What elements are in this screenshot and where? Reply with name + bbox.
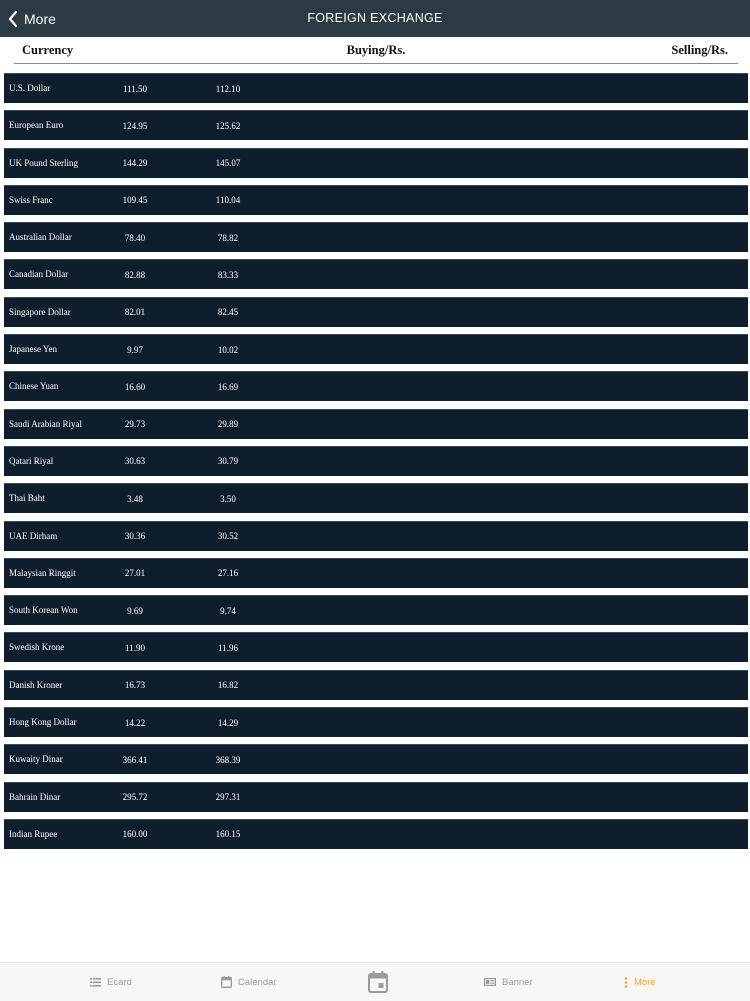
selling-rate: 82.45 bbox=[217, 307, 239, 318]
selling-rate: 16.69 bbox=[217, 381, 239, 392]
selling-rate: 110.04 bbox=[215, 195, 241, 206]
buying-rate: 14.22 bbox=[124, 717, 146, 728]
table-row[interactable] bbox=[4, 259, 748, 289]
table-row[interactable] bbox=[4, 148, 748, 178]
buying-rate: 111.50 bbox=[122, 83, 148, 94]
currency-name: Hong Kong Dollar bbox=[9, 717, 77, 728]
buying-rate: 160.00 bbox=[122, 829, 148, 840]
navigation-bar bbox=[0, 0, 750, 37]
table-row[interactable] bbox=[4, 483, 748, 513]
currency-name: Danish Kroner bbox=[9, 679, 63, 690]
selling-rate: 297.31 bbox=[215, 792, 241, 803]
banner-icon bbox=[484, 978, 496, 986]
table-row[interactable] bbox=[4, 185, 748, 215]
selling-rate: 9.74 bbox=[220, 605, 236, 616]
table-row[interactable] bbox=[4, 670, 748, 700]
selling-rate: 160.15 bbox=[215, 829, 241, 840]
table-row[interactable] bbox=[4, 409, 748, 439]
buying-rate: 78.40 bbox=[124, 232, 146, 243]
currency-name: Indian Rupee bbox=[9, 828, 58, 839]
buying-rate: 9.69 bbox=[127, 605, 143, 616]
header-buying: Buying/Rs. bbox=[346, 43, 406, 57]
buying-rate: 16.60 bbox=[124, 381, 146, 392]
table-header bbox=[14, 37, 738, 64]
table-row[interactable] bbox=[4, 110, 748, 140]
buying-rate: 124.95 bbox=[122, 120, 148, 131]
currency-name: Swiss Franc bbox=[9, 194, 53, 205]
currency-name: Kuwaity Dinar bbox=[9, 754, 63, 765]
table-row[interactable] bbox=[4, 73, 748, 103]
selling-rate: 16.82 bbox=[217, 680, 239, 691]
selling-rate: 14.29 bbox=[217, 717, 239, 728]
table-row[interactable] bbox=[4, 521, 748, 551]
selling-rate: 83.33 bbox=[217, 269, 239, 280]
buying-rate: 29.73 bbox=[124, 419, 146, 430]
tab-bar bbox=[0, 962, 750, 1001]
selling-rate: 27.16 bbox=[217, 568, 239, 579]
buying-rate: 30.63 bbox=[124, 456, 146, 467]
list-icon bbox=[90, 978, 101, 987]
tab-calendar[interactable] bbox=[221, 963, 277, 1001]
buying-rate: 295.72 bbox=[122, 792, 148, 803]
page-title: FOREIGN EXCHANGE bbox=[307, 11, 443, 25]
buying-rate: 3.48 bbox=[127, 493, 143, 504]
buying-rate: 82.88 bbox=[124, 269, 146, 280]
tab-label: More bbox=[634, 976, 656, 988]
currency-name: Australian Dollar bbox=[9, 232, 72, 243]
currency-name: Chinese Yuan bbox=[9, 381, 59, 392]
tab-label: Calendar bbox=[238, 976, 277, 988]
selling-rate: 112.10 bbox=[215, 83, 241, 94]
table-row[interactable] bbox=[4, 819, 748, 849]
currency-name: European Euro bbox=[9, 120, 64, 131]
selling-rate: 3.50 bbox=[220, 493, 236, 504]
table-row[interactable] bbox=[4, 222, 748, 252]
tab-ecard[interactable] bbox=[90, 963, 132, 1001]
selling-rate: 30.79 bbox=[217, 456, 239, 467]
header-currency: Currency bbox=[22, 43, 74, 57]
selling-rate: 11.96 bbox=[218, 642, 238, 653]
currency-name: Swedish Krone bbox=[9, 642, 65, 653]
currency-name: Bahrain Dinar bbox=[9, 791, 61, 802]
calendar-day-icon bbox=[368, 971, 388, 993]
selling-rate: 10.02 bbox=[217, 344, 239, 355]
buying-rate: 16.73 bbox=[124, 680, 146, 691]
currency-name: UK Pound Sterling bbox=[9, 157, 79, 168]
selling-rate: 29.89 bbox=[217, 419, 239, 430]
tab-calendar-day[interactable] bbox=[368, 963, 394, 1001]
currency-name: Singapore Dollar bbox=[9, 306, 71, 317]
buying-rate: 27.01 bbox=[124, 568, 146, 579]
currency-name: Saudi Arabian Riyal bbox=[9, 418, 82, 429]
more-vertical-icon bbox=[624, 977, 628, 988]
currency-name: South Korean Won bbox=[9, 605, 78, 616]
selling-rate: 145.07 bbox=[215, 158, 241, 169]
table-row[interactable] bbox=[4, 297, 748, 327]
tab-label: Banner bbox=[502, 976, 533, 988]
tab-more[interactable] bbox=[624, 963, 656, 1001]
table-row[interactable] bbox=[4, 595, 748, 625]
table-row[interactable] bbox=[4, 371, 748, 401]
table-row[interactable] bbox=[4, 632, 748, 662]
currency-name: Thai Baht bbox=[9, 493, 45, 504]
table-row[interactable] bbox=[4, 558, 748, 588]
tab-banner[interactable] bbox=[484, 963, 533, 1001]
buying-rate: 109.45 bbox=[122, 195, 148, 206]
back-label: More bbox=[24, 10, 56, 27]
selling-rate: 125.62 bbox=[215, 120, 241, 131]
currency-name: UAE Dirham bbox=[9, 530, 58, 541]
currency-name: Qatari Riyal bbox=[9, 455, 54, 466]
selling-rate: 78.82 bbox=[217, 232, 239, 243]
currency-name: U.S. Dollar bbox=[9, 83, 51, 93]
table-row[interactable] bbox=[4, 744, 748, 774]
tab-label: Ecard bbox=[107, 976, 132, 988]
selling-rate: 30.52 bbox=[217, 531, 239, 542]
currency-name: Malaysian Ringgit bbox=[9, 567, 76, 578]
buying-rate: 11.90 bbox=[125, 642, 145, 653]
table-row[interactable] bbox=[4, 334, 748, 364]
calendar-icon bbox=[221, 976, 232, 988]
buying-rate: 30.36 bbox=[124, 531, 146, 542]
buying-rate: 144.29 bbox=[122, 158, 148, 169]
currency-name: Japanese Yen bbox=[9, 344, 57, 355]
buying-rate: 366.41 bbox=[122, 754, 148, 765]
buying-rate: 9.97 bbox=[127, 344, 143, 355]
table-row[interactable] bbox=[4, 782, 748, 812]
header-selling: Selling/Rs. bbox=[671, 43, 728, 57]
table-row[interactable] bbox=[4, 707, 748, 737]
table-row[interactable] bbox=[4, 446, 748, 476]
currency-name: Canadian Dollar bbox=[9, 269, 69, 280]
rates-table bbox=[4, 73, 748, 856]
selling-rate: 368.39 bbox=[215, 754, 241, 765]
buying-rate: 82.01 bbox=[124, 307, 146, 318]
